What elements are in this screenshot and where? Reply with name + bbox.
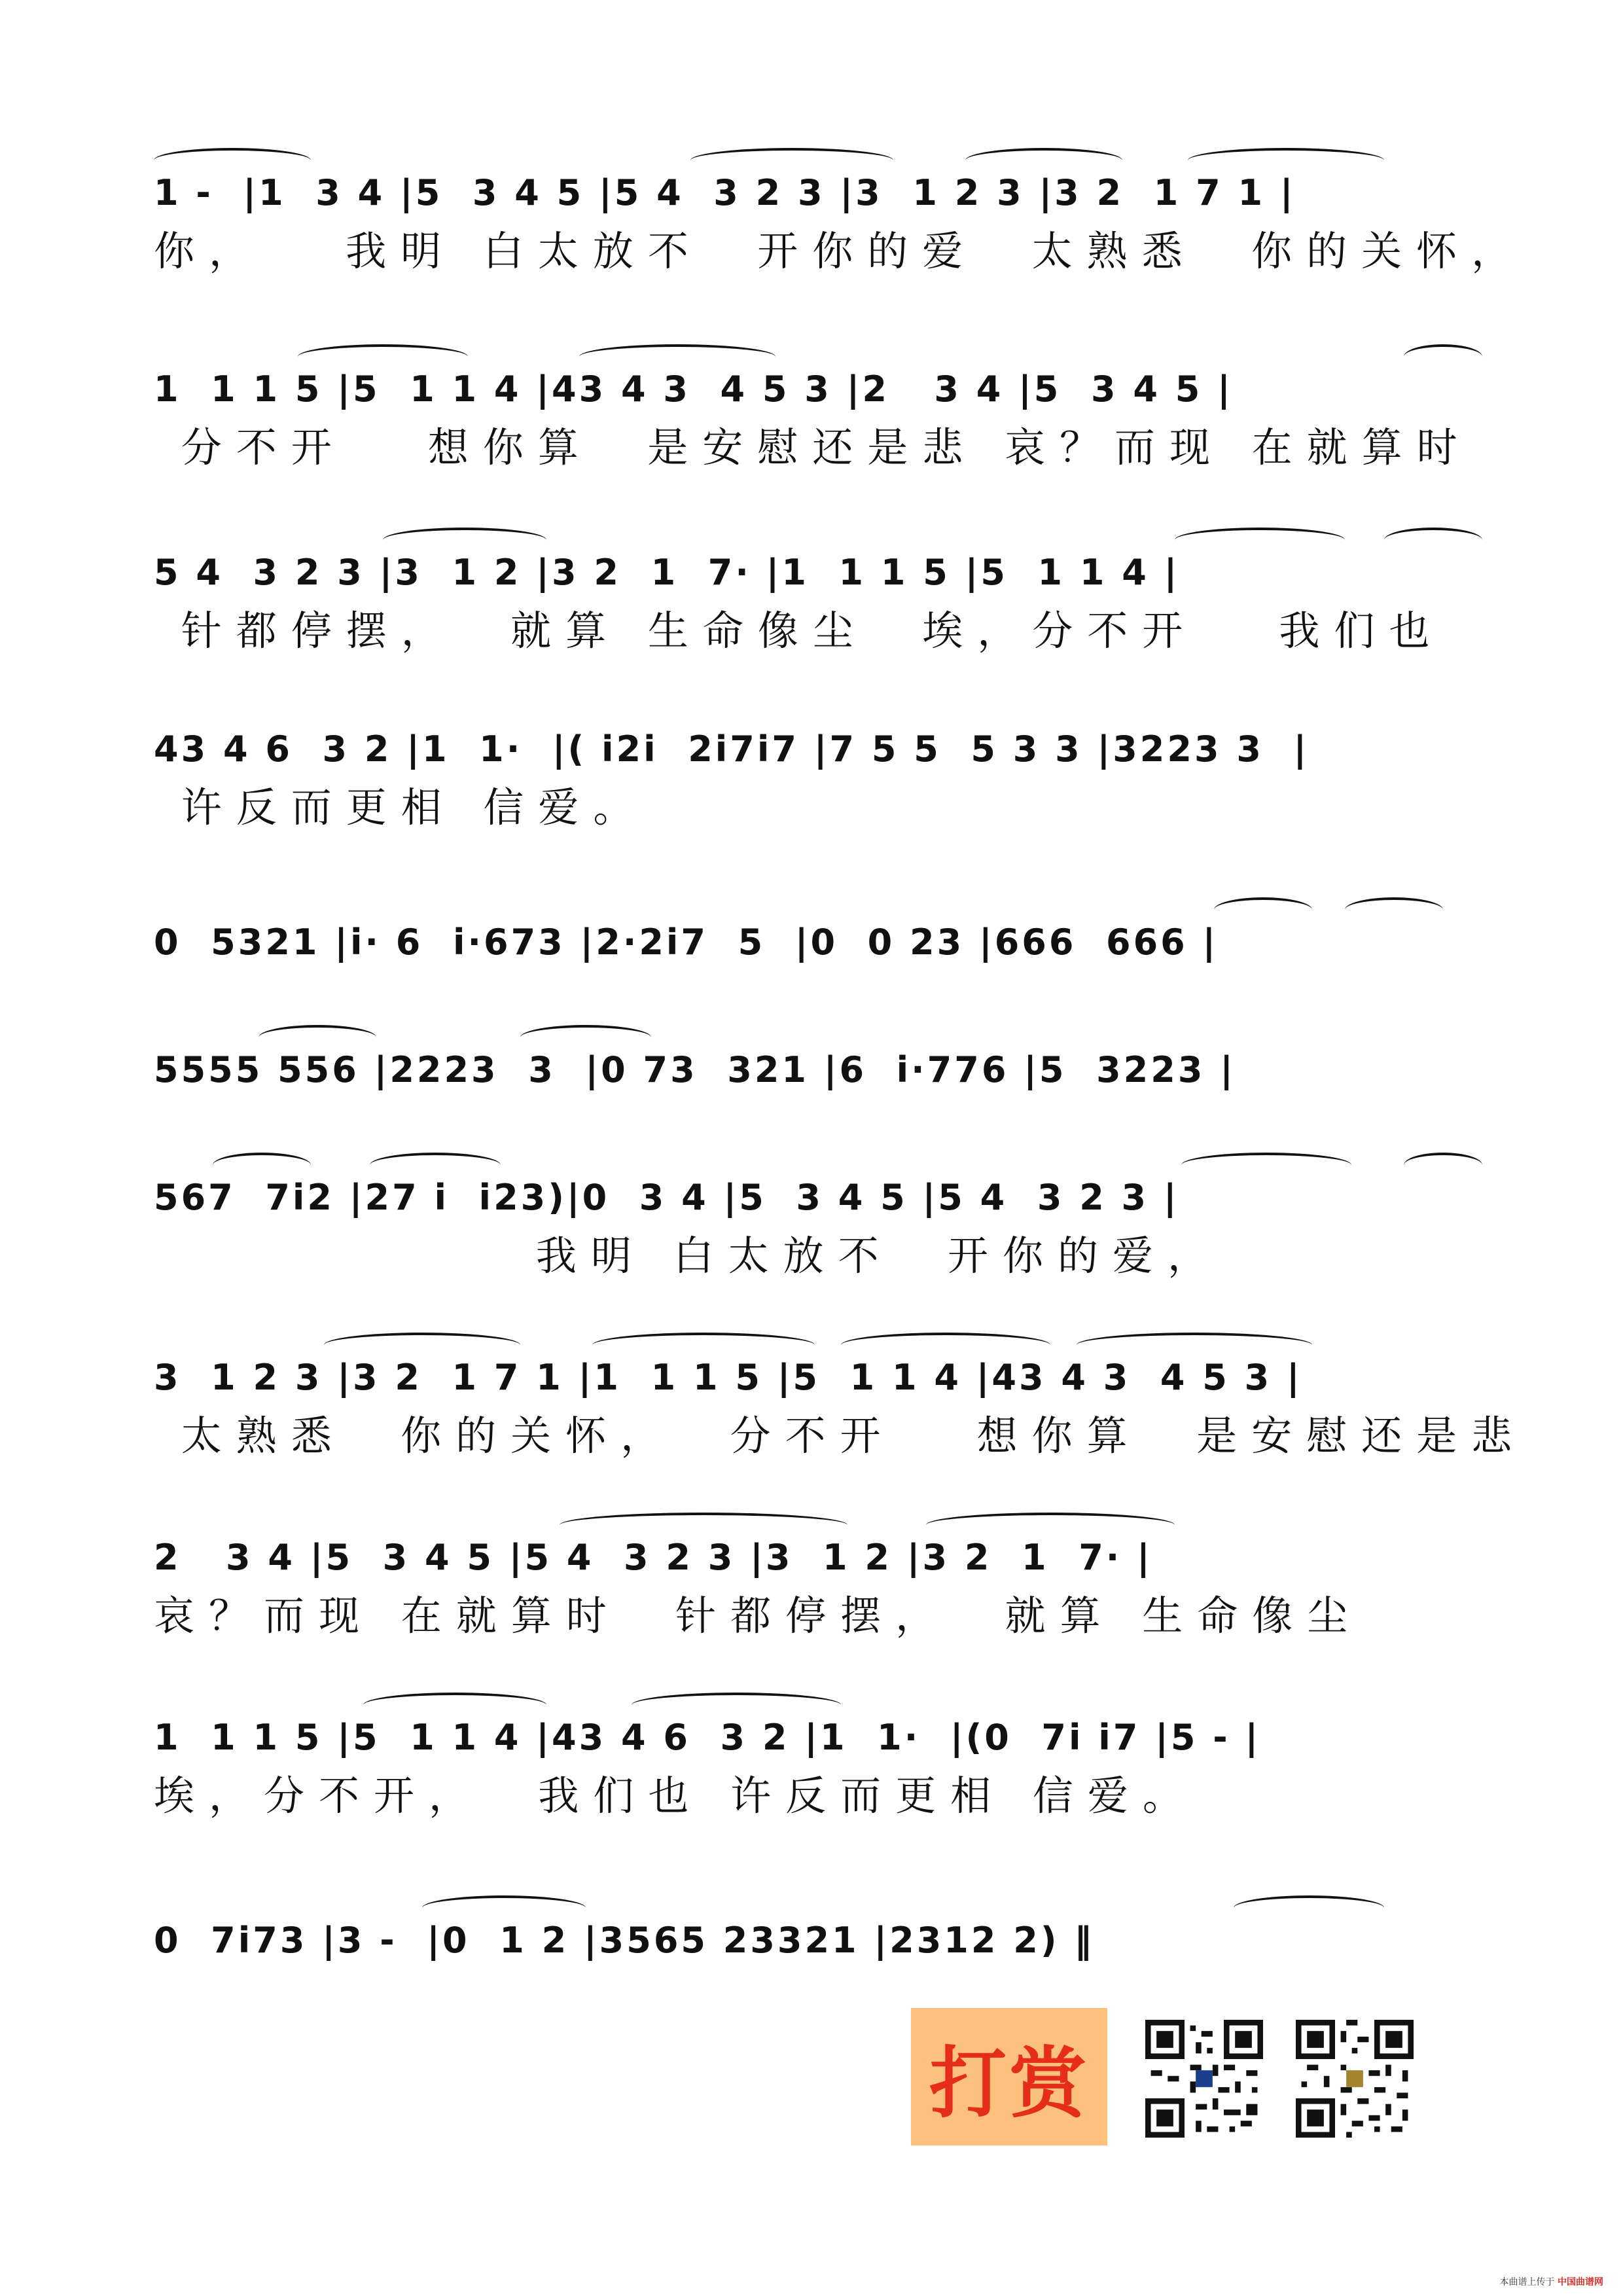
notation-line: 3 1 2 3 |3 2 1 7 1 |1 1 1 5 |5 1 1 4 |43 4 3 4 5 3 | — [154, 1357, 1302, 1398]
qr-code — [1145, 2020, 1263, 2138]
notation-line: 43 4 6 3 2 |1 1· |( i2i 2i7i7 |7 5 5 5 3 3 |3223 3 | — [154, 728, 1310, 770]
footer-text: 本曲谱上传于 — [1499, 2277, 1555, 2287]
footer-brand[interactable]: 中国曲谱网 — [1558, 2277, 1603, 2287]
notation-line: 5 4 3 2 3 |3 1 2 |3 2 1 7· |1 1 1 5 |5 1 1 4 | — [154, 552, 1180, 593]
notation-line: 1 1 1 5 |5 1 1 4 |43 4 3 4 5 3 |2 3 4 |5 3 4 5 | — [154, 368, 1233, 410]
score-row-8 — [154, 1348, 1527, 1460]
tip-button[interactable] — [911, 2008, 1107, 2145]
score-row-4 — [154, 720, 1482, 831]
notation-line: 1 1 1 5 |5 1 1 4 |43 4 6 3 2 |1 1· |(0 7i i7 |5 - | — [154, 1717, 1261, 1758]
qr-code — [1296, 2020, 1414, 2138]
score-row-3 — [154, 543, 1482, 655]
score-row-7 — [154, 1168, 1482, 1280]
lyric-line: 针都停摆， 就算 生命像尘 埃，分不开 我们也 — [154, 607, 1444, 655]
notation-line: 2 3 4 |5 3 4 5 |5 4 3 2 3 |3 1 2 |3 2 1 7· | — [154, 1537, 1152, 1578]
notation-line: 5555 556 |2223 3 |0 73 321 |6 i·776 |5 3223 | — [154, 1049, 1236, 1090]
notation-line: 0 5321 |i· 6 i·673 |2·2i7 5 |0 0 23 |666 666 | — [154, 922, 1219, 963]
notation-line: 567 7i2 |27 i i23)|0 3 4 |5 3 4 5 |5 4 3 2 3 | — [154, 1177, 1179, 1218]
notation-line: 1 - |1 3 4 |5 3 4 5 |5 4 3 2 3 |3 1 2 3 |3 2 1 7 1 | — [154, 172, 1296, 213]
lyric-line: 埃，分不开， 我们也 许反而更相 信爱。 — [154, 1772, 1198, 1820]
score-row-1 — [154, 164, 1527, 275]
lyric-line: 分不开 想你算 是安慰还是悲 哀？而现 在就算时 — [154, 423, 1472, 471]
score-row-6 — [154, 1041, 1482, 1139]
score-row-10 — [154, 1708, 1482, 1820]
lyric-line: 我明 白太放不 开你的爱， — [154, 1232, 1223, 1280]
score-row-2 — [154, 360, 1482, 471]
score-row-11 — [154, 1911, 1482, 2009]
tip-label: 打赏 — [929, 2038, 1089, 2128]
lyric-line: 你， 我明 白太放不 开你的爱 太熟悉 你的关怀， — [154, 227, 1527, 275]
lyric-line: 许反而更相 信爱。 — [154, 783, 649, 831]
score-row-5 — [154, 913, 1482, 1011]
score-row-9 — [154, 1528, 1482, 1640]
lyric-line: 哀？而现 在就算时 针都停摆， 就算 生命像尘 — [154, 1592, 1363, 1640]
footer-credit — [1500, 2275, 1603, 2288]
lyric-line: 太熟悉 你的关怀， 分不开 想你算 是安慰还是悲 — [154, 1412, 1527, 1460]
notation-line: 0 7i73 |3 - |0 1 2 |3565 23321 |2312 2) ‖ — [154, 1920, 1095, 1961]
